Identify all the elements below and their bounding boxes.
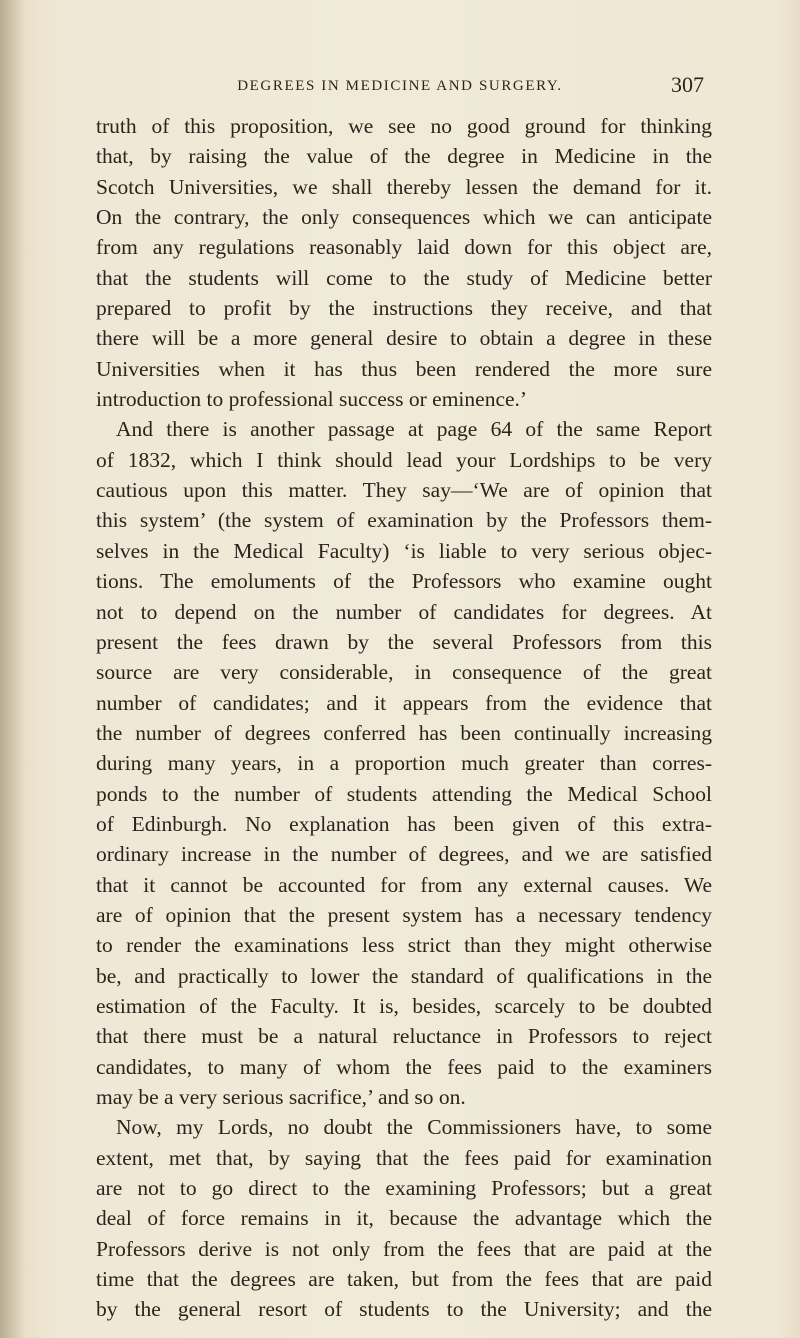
text-line: of 1832, which I think should lead your Lordships to be very <box>96 447 712 472</box>
text-line: that the students will come to the study of Medicine better <box>96 265 712 290</box>
binding-shadow <box>0 0 26 1338</box>
text-line: be, and practically to lower the standard of qualifications in the <box>96 963 712 988</box>
text-line: tions. The emoluments of the Professors who examine ought <box>96 569 712 594</box>
text-line: On the contrary, the only consequences which we can anticipate <box>96 205 712 230</box>
running-title: DEGREES IN MEDICINE AND SURGERY. <box>237 78 563 94</box>
text-line: to render the examinations less strict than they might otherwise <box>96 933 712 958</box>
text-line: truth of this proposition, we see no good ground for thinking <box>96 114 712 138</box>
text-line: that, by raising the value of the degree in Medicine in the <box>96 144 712 169</box>
text-line: that it cannot be accounted for from any external causes. We <box>96 872 712 897</box>
text-line: time that the degrees are taken, but from the fees that are paid <box>96 1267 712 1292</box>
text-line: this system’ (the system of examination by the Professors them- <box>96 508 712 533</box>
text-line: cautious upon this matter. They say—‘We are of opinion that <box>96 478 712 503</box>
body-text <box>96 111 712 1325</box>
text-line: that there must be a natural reluctance in Professors to reject <box>96 1024 712 1049</box>
text-line: number of candidates; and it appears from the evidence that <box>96 690 712 715</box>
text-line: selves in the Medical Faculty) ‘is liable to very serious objec- <box>96 538 712 563</box>
text-line: of Edinburgh. No explanation has been given of this extra- <box>96 811 712 836</box>
text-line: candidates, to many of whom the fees paid to the examiners <box>96 1054 712 1079</box>
text-line: And there is another passage at page 64 of the same Report <box>116 417 712 442</box>
text-line: not to depend on the number of candidates for degrees. At <box>96 599 712 624</box>
text-line: present the fees drawn by the several Professors from this <box>96 629 712 654</box>
text-line: ponds to the number of students attending the Medical School <box>96 781 712 806</box>
text-line: are of opinion that the present system has a necessary tendency <box>96 902 712 927</box>
text-line: may be a very serious sacrifice,’ and so on. <box>96 1085 466 1109</box>
text-line: introduction to professional success or eminence.’ <box>96 387 528 412</box>
page-number: 307 <box>671 72 704 97</box>
text-line: Scotch Universities, we shall thereby lessen the demand for it. <box>96 174 712 199</box>
text-line: extent, met that, by saying that the fees paid for examination <box>96 1145 712 1170</box>
text-line: estimation of the Faculty. It is, besides, scarcely to be doubted <box>96 993 712 1018</box>
text-line: source are very considerable, in consequence of the great <box>96 660 712 685</box>
text-line: from any regulations reasonably laid down for this object are, <box>96 235 712 260</box>
text-line: Professors derive is not only from the fees that are paid at the <box>96 1236 712 1261</box>
text-line: the number of degrees conferred has been continually increasing <box>96 720 712 745</box>
text-line: there will be a more general desire to obtain a degree in these <box>96 326 712 351</box>
text-line: ordinary increase in the number of degrees, and we are satisfied <box>96 842 712 867</box>
text-line: are not to go direct to the examining Professors; but a great <box>96 1176 712 1201</box>
text-line: Universities when it has thus been rendered the more sure <box>96 356 712 381</box>
text-line: during many years, in a proportion much greater than corres- <box>96 751 712 776</box>
text-line: Now, my Lords, no doubt the Commissioners have, to some <box>116 1115 712 1140</box>
text-line: by the general resort of students to the University; and the <box>96 1297 712 1322</box>
text-line: deal of force remains in it, because the advantage which the <box>96 1206 712 1231</box>
text-line: prepared to profit by the instructions they receive, and that <box>96 296 712 321</box>
